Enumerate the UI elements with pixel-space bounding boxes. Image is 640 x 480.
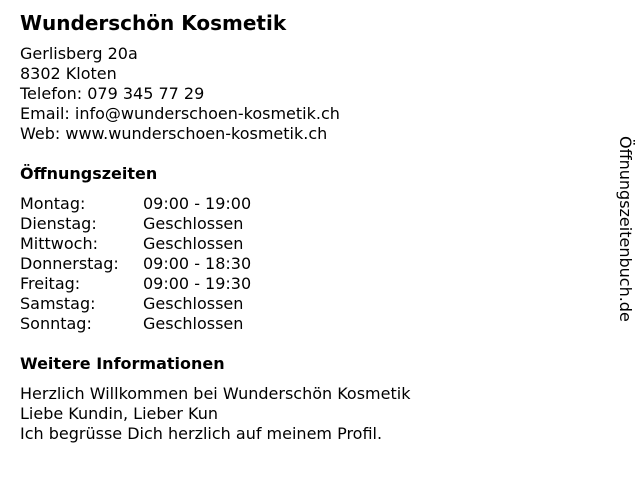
day-time: Geschlossen bbox=[143, 234, 244, 253]
hours-heading: Öffnungszeiten bbox=[20, 164, 158, 183]
city: 8302 Kloten bbox=[20, 64, 117, 83]
side-watermark: Öffnungszeitenbuch.de bbox=[616, 136, 635, 322]
phone: Telefon: 079 345 77 29 bbox=[20, 84, 205, 103]
info-line: Liebe Kundin, Lieber Kun bbox=[20, 404, 219, 423]
day-time: 09:00 - 18:30 bbox=[143, 254, 252, 273]
day-time: Geschlossen bbox=[143, 294, 244, 313]
address-block bbox=[20, 44, 340, 144]
day-label: Montag: bbox=[20, 194, 86, 213]
business-name: Wunderschön Kosmetik bbox=[20, 11, 287, 35]
info-line: Ich begrüsse Dich herzlich auf meinem Profil. bbox=[20, 424, 383, 443]
day-label: Donnerstag: bbox=[20, 254, 119, 273]
day-time: 09:00 - 19:00 bbox=[143, 194, 252, 213]
day-label: Samstag: bbox=[20, 294, 96, 313]
day-label: Dienstag: bbox=[20, 214, 97, 233]
email: Email: info@wunderschoen-kosmetik.ch bbox=[20, 104, 340, 123]
info-text bbox=[20, 384, 450, 444]
day-time: 09:00 - 19:30 bbox=[143, 274, 252, 293]
day-label: Freitag: bbox=[20, 274, 81, 293]
day-label: Sonntag: bbox=[20, 314, 92, 333]
day-label: Mittwoch: bbox=[20, 234, 98, 253]
website: Web: www.wunderschoen-kosmetik.ch bbox=[20, 124, 328, 143]
day-time: Geschlossen bbox=[143, 214, 244, 233]
street: Gerlisberg 20a bbox=[20, 44, 138, 63]
info-heading: Weitere Informationen bbox=[20, 354, 225, 373]
day-time: Geschlossen bbox=[143, 314, 244, 333]
info-line: Herzlich Willkommen bei Wunderschön Kosmetik bbox=[20, 384, 411, 403]
